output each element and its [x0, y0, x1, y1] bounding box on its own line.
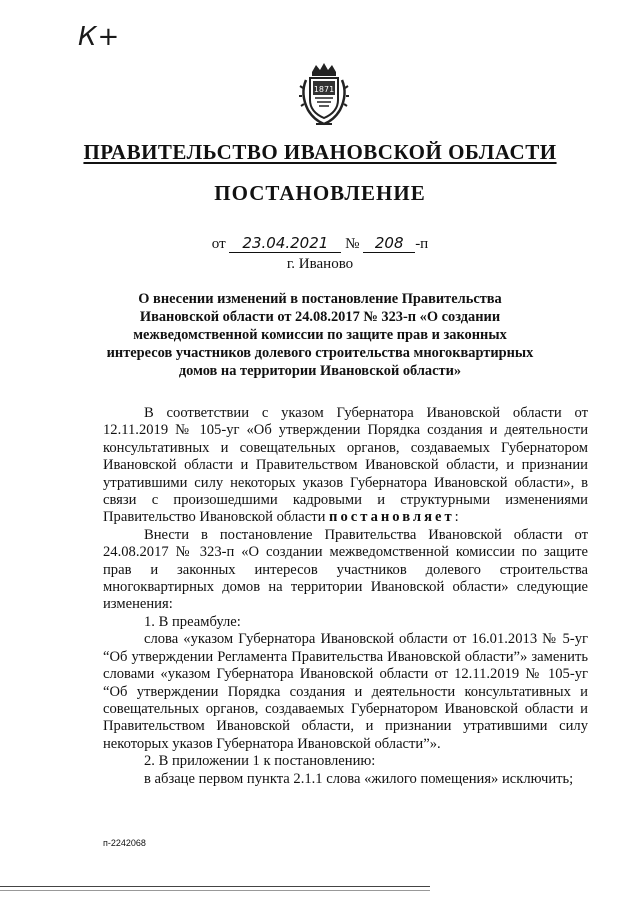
city: г. Иваново: [286, 256, 354, 272]
item1-text: слова «указом Губернатора Ивановской области от 16.01.2013 № 5-уг “Об утверждении Регламента Правительства Ивановской области”» заменить словами «указом Губернатора Ивановской области от 12.11.2019 № 105-уг “Об утверждении Порядка создания и деятельности консультативных и совещательных органов, создаваемых Губернатором Ивановской области и Правительством Ивановской области, и признании утратившими силу некоторых указов Губернатора Ивановской области”».: [103, 631, 588, 752]
handwritten-date: 23.04.2021: [229, 234, 341, 253]
number-suffix: -п: [415, 236, 429, 252]
document-subject: О внесении изменений в постановление Правительства Ивановской области от 24.08.2017 № 323-п «О создании межведомственной комиссии по защите прав и законных интересов участников долевого строительства многоквартирных домов на территории Ивановской области»: [106, 291, 534, 379]
resolves-word: постановляет: [329, 509, 455, 526]
item1-title: 1. В преамбуле:: [144, 613, 241, 630]
page-divider: [0, 886, 430, 887]
government-title: ПРАВИТЕЛЬСТВО ИВАНОВСКОЙ ОБЛАСТИ: [83, 140, 557, 164]
page-divider-secondary: [0, 890, 430, 891]
resolves-colon: :: [454, 509, 459, 526]
intro-paragraph: Внести в постановление Правительства Ивановской области от 24.08.2017 № 323-п «О создании межведомственной комиссии по защите прав и законных интересов участников долевого строительства многоквартирных домов на территории Ивановской области» следующие изменения:: [103, 526, 588, 613]
handwritten-number: 208: [363, 234, 415, 253]
handwritten-note: К+: [78, 22, 121, 52]
number-label: №: [345, 236, 360, 252]
preamble-text: В соответствии с указом Губернатора Ивановской области от 12.11.2019 № 105-уг «Об утверждении Порядка создания и деятельности консультативных и совещательных органов, создаваемых Губернатором Ивановской области и Правительством Ивановской области, и признании утратившими силу некоторых указов Губернатора Ивановской области», в связи с произошедшими кадровыми и структурными изменениями Правительство Ивановской области: [103, 405, 588, 526]
emblem-label: 1871: [313, 85, 335, 94]
ivanovo-coat-of-arms-icon: [298, 62, 350, 128]
document-type: ПОСТАНОВЛЕНИЕ: [214, 181, 426, 205]
item2-text: в абзаце первом пункта 2.1.1 слова «жилого помещения» исключить;: [144, 770, 574, 787]
from-label: от: [211, 236, 226, 252]
document-code: п-2242068: [103, 838, 146, 848]
preamble-paragraph: [103, 405, 588, 527]
document-body: [103, 405, 588, 788]
item2-title: 2. В приложении 1 к постановлению:: [144, 753, 376, 770]
date-number-line: [0, 234, 640, 253]
